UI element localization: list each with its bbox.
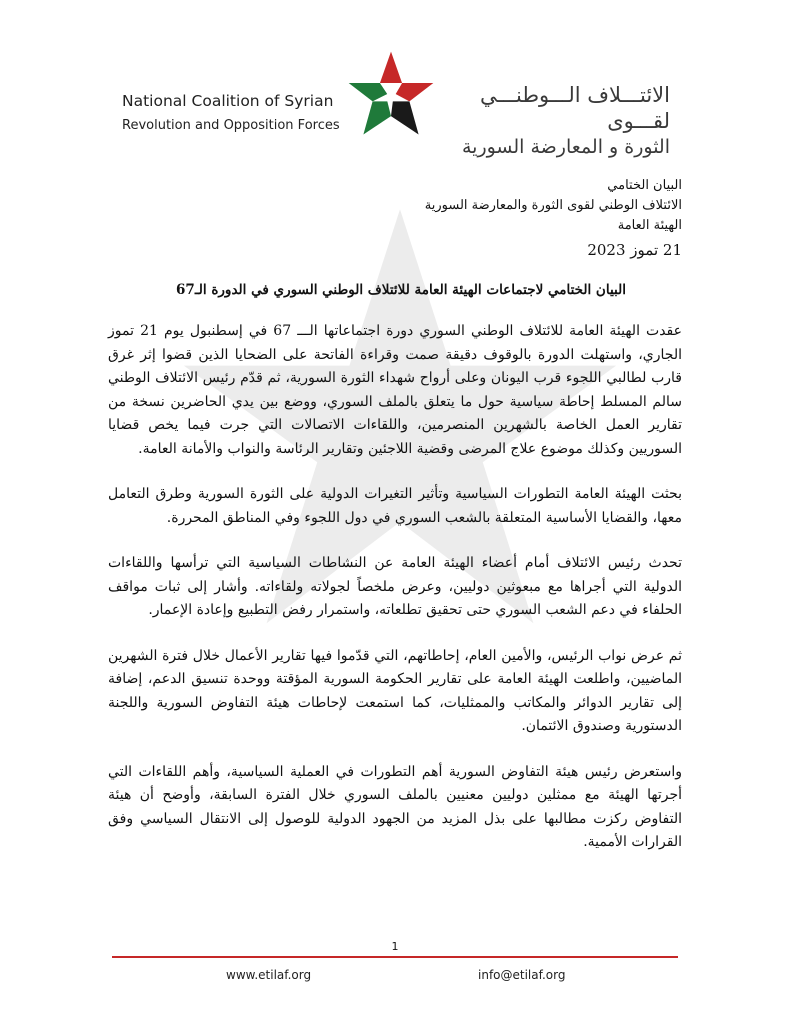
document-body	[108, 320, 682, 877]
org-name-english-line1: National Coalition of Syrian	[122, 92, 334, 110]
footer-divider	[112, 956, 678, 958]
footer-email-link[interactable]: info@etilaf.org	[478, 968, 566, 982]
org-name-arabic-line2: الثورة و المعارضة السورية	[461, 136, 670, 158]
page-number: 1	[391, 940, 399, 953]
body-paragraph-5: واستعرض رئيس هيئة التفاوض السورية أهم التطورات في العملية السياسية، وأهم اللقاءات التي أجرتها الهيئة مع ممثلين دوليين معنيين بالملف السوري خلال الفترة السابقة، وأوضح أن هيئة التفاوض ركزت مطالبها على بذل المزيد من الجهود الدولية للوصول إلى الانتقال السياسي وفق القرارات الأممية.	[108, 763, 682, 850]
meta-organization: الائتلاف الوطني لقوى الثورة والمعارضة السورية	[424, 198, 682, 213]
footer-website-link[interactable]: www.etilaf.org	[226, 968, 312, 982]
body-paragraph-4: ثم عرض نواب الرئيس، والأمين العام، إحاطاتهم، التي قدّموا فيها تقارير الأعمال خلال فترة الشهرين الماضيين، واطلعت الهيئة العامة على تقارير الحكومة السورية المؤقتة ووحدة تنسيق الدعم، إضافة إلى تقارير الدوائر والمكاتب والممثليات، كما استمعت لإحاطات هيئة التفاوض السورية واللجنة الدستورية وصندوق الائتمان.	[108, 647, 682, 734]
document-title: البيان الختامي لاجتماعات الهيئة العامة للائتلاف الوطني السوري في الدورة الـ67	[176, 282, 626, 298]
org-name-english-line2: Revolution and Opposition Forces	[122, 118, 340, 133]
syrian-coalition-star-logo-icon	[345, 48, 437, 140]
body-paragraph-2: بحثت الهيئة العامة التطورات السياسية وتأثير التغيرات الدولية على الثورة السورية وطرق التعامل معها، والقضايا الأساسية المتعلقة بالشعب السوري في دول اللجوء وفي المناطق المحررة.	[108, 486, 682, 526]
body-paragraph-1: عقدت الهيئة العامة للائتلاف الوطني السوري دورة اجتماعاتها الـــ 67 في إسطنبول يوم 21 تموز الجاري، واستهلت الدورة بالوقوف دقيقة صمت وقراءة الفاتحة على الضحايا الذين قضوا إثر غرق قارب لطالبي اللجوء قرب اليونان وعلى أرواح شهداء الثورة السورية، ثم قدّم رئيس الائتلاف الوطني سالم المسلط إحاطة سياسية حول ما يتعلق بالملف السوري، ووضع بين يدي الحاضرين نسخة من تقارير العمل الخاصة بالشهرين المنصرمين، واللقاءات الاتصالات التي جرت فيما يخص قضايا السوريين وكذلك موضوع علاج المرضى وقضية اللاجئين وتقارير الرئاسة والنواب والأمانة العامة.	[108, 323, 682, 457]
statement-meta	[282, 176, 682, 262]
meta-body: الهيئة العامة	[617, 218, 682, 233]
letterhead	[0, 0, 790, 158]
org-name-arabic	[440, 82, 670, 160]
org-name-english	[122, 90, 362, 136]
meta-date: 21 تموز 2023	[587, 241, 682, 259]
meta-statement-type: البيان الختامي	[607, 178, 682, 193]
body-paragraph-3: تحدث رئيس الائتلاف أمام أعضاء الهيئة العامة عن النشاطات السياسية التي ترأسها واللقاءات الدولية التي أجراها مع مبعوثين دوليين، وعرض ملخصاً لجولاته ولقاءاته. وأشار إلى ثبات مواقف الحلفاء في دعم الشعب السوري حتى تحقيق تطلعاته، واستمرار رفض التطبيع وإعادة الإعمار.	[108, 555, 682, 618]
org-name-arabic-line1: الائتـــلاف الـــوطنـــي لقـــوى	[480, 83, 670, 133]
